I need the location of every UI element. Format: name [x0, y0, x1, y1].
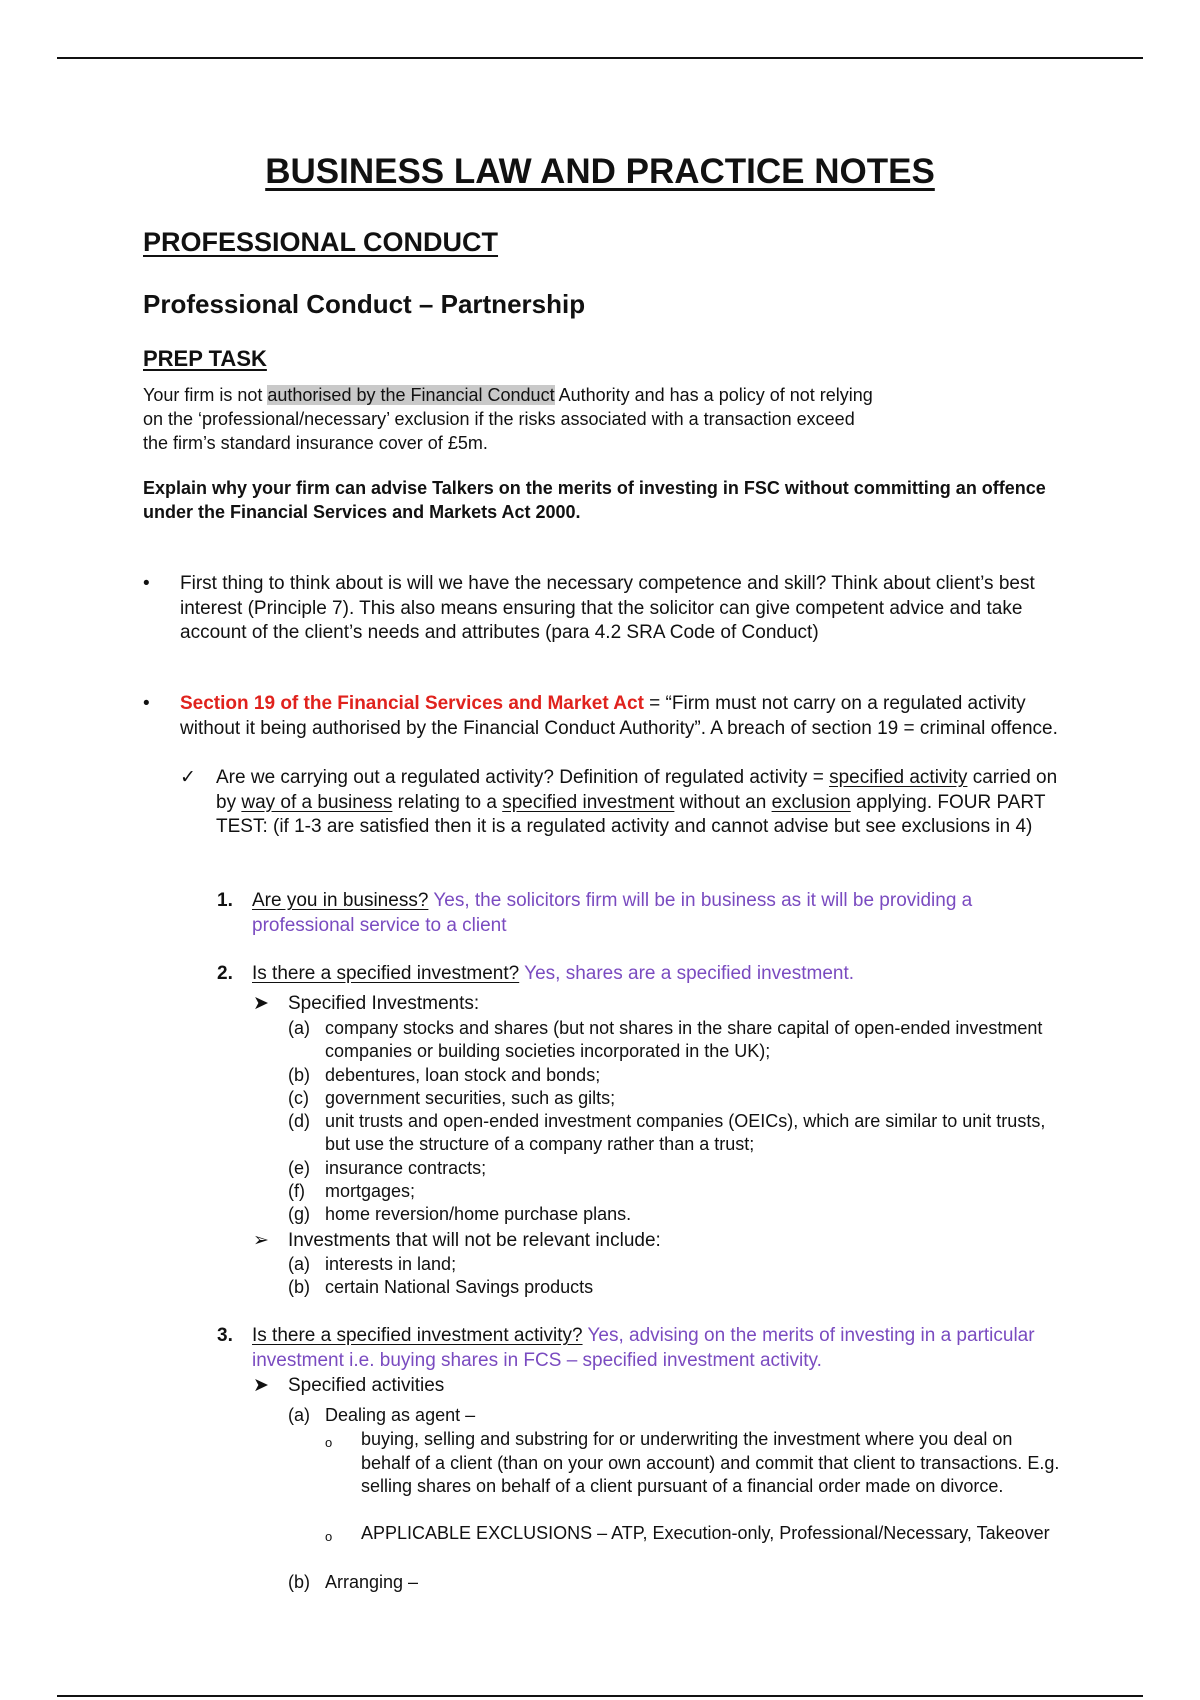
text-run: Are we carrying out a regulated activity? Definition of regulated activity = — [216, 767, 830, 788]
list-text: debentures, loan stock and bonds; — [325, 1064, 601, 1085]
bullet-item-section-19 — [143, 692, 1058, 741]
activity-item-a — [288, 1404, 1058, 1427]
test-item-2 — [217, 962, 1062, 987]
text-run: applying. FOUR PART TEST: (if 1-3 are satisfied then it is a regulated activity and cannot advise but see exclusions in 4) — [216, 791, 1046, 837]
bullet-text: First thing to think about is will we have the necessary competence and skill? Think about client’s best interest (Principle 7). This also means ensuring that the solicitor can give competent advice and take account of the client’s needs and attributes (para 4.2 SRA Code of Conduct) — [180, 573, 1035, 643]
list-item — [288, 1017, 1058, 1064]
item-number: 3. — [217, 1325, 233, 1346]
list-label: (b) — [288, 1277, 310, 1298]
text-run: carried on by — [216, 767, 1058, 813]
list-item — [288, 1276, 1058, 1299]
list-item — [288, 1064, 1058, 1087]
list-label: (a) — [288, 1018, 310, 1038]
test-item-text — [252, 1324, 1062, 1373]
list-text: insurance contracts; — [325, 1157, 487, 1178]
test-item-3 — [217, 1324, 1062, 1373]
bullet-icon: • — [143, 693, 150, 714]
test-answer: Yes, advising on the merits of investing in a particular investment i.e. buying shares in FCS – specified investment activity. — [252, 1325, 1035, 1371]
header-rule — [57, 57, 1143, 59]
list-text: Arranging – — [325, 1572, 419, 1592]
check-text — [216, 766, 1060, 840]
task-question: Explain why your firm can advise Talkers on the merits of investing in FSC without committing an offence under the Financial Services and Markets Act 2000. — [143, 478, 1046, 522]
section-19-reference: Section 19 of the Financial Services and Market Act — [180, 693, 644, 714]
underlined-term: specified activity — [829, 767, 968, 788]
sub-item-text: APPLICABLE EXCLUSIONS – ATP, Execution-only, Professional/Necessary, Takeover — [361, 1523, 1050, 1543]
list-item — [288, 1253, 1058, 1276]
prep-task-heading: PREP TASK — [143, 346, 267, 371]
list-text: home reversion/home purchase plans. — [325, 1204, 632, 1225]
intro-paragraph — [143, 383, 883, 455]
item-number: 2. — [217, 963, 233, 984]
list-item — [288, 1571, 1058, 1594]
circle-bullet-icon: o — [325, 1529, 333, 1544]
text-run: relating to a — [392, 791, 503, 813]
test-answer: Yes, the solicitors firm will be in business as it will be providing a professional service to a client — [252, 890, 973, 936]
arrow-text: Specified Investments: — [288, 993, 480, 1014]
list-text: mortgages; — [325, 1181, 416, 1202]
arrow-icon: ➤ — [253, 1375, 269, 1396]
not-relevant-heading — [253, 1229, 1053, 1253]
arrow-text: Specified activities — [288, 1375, 445, 1396]
sub-item-exclusions — [325, 1522, 1060, 1546]
underlined-term: way of a business — [241, 791, 393, 813]
list-item — [288, 1180, 1058, 1203]
sub-item-text: buying, selling and substring for or underwriting the investment where you deal on behalf of a client (than on your own account) and commit that client to transactions. E.g. selling shares on behalf of a client pursuant of a financial order made on divorce. — [361, 1429, 1060, 1496]
test-answer: Yes, shares are a specified investment. — [519, 963, 855, 984]
list-item — [288, 1087, 1058, 1110]
list-label: (c) — [288, 1087, 309, 1108]
not-relevant-list — [288, 1253, 1058, 1300]
specified-activities-heading — [253, 1374, 1053, 1398]
activity-item-b — [288, 1571, 1058, 1594]
arrow-icon: ➤ — [253, 993, 269, 1014]
check-item-regulated-activity — [180, 766, 1060, 840]
circle-bullet-icon: o — [325, 1435, 333, 1450]
specified-investments-list — [288, 1017, 1058, 1227]
list-item — [288, 1157, 1058, 1180]
list-label: (g) — [288, 1204, 310, 1225]
list-text: Dealing as agent – — [325, 1405, 476, 1425]
list-label: (b) — [288, 1064, 310, 1085]
arrow-text: Investments that will not be relevant include: — [288, 1230, 661, 1251]
subheading: Professional Conduct – Partnership — [143, 289, 586, 319]
test-item-1 — [217, 889, 1062, 938]
list-text: certain National Savings products — [325, 1277, 594, 1298]
list-label: (a) — [288, 1254, 310, 1274]
test-question: Is there a specified investment activity? — [252, 1325, 583, 1346]
list-item — [288, 1110, 1058, 1157]
test-question: Are you in business? — [252, 890, 429, 911]
document-title: BUSINESS LAW AND PRACTICE NOTES — [265, 152, 935, 191]
bullet-icon: • — [143, 573, 150, 594]
list-text: interests in land; — [325, 1254, 457, 1274]
list-text: government securities, such as gilts; — [325, 1087, 616, 1108]
test-item-text — [252, 889, 1062, 938]
list-label: (e) — [288, 1157, 310, 1178]
sub-item-dealing — [325, 1428, 1060, 1499]
test-question: Is there a specified investment? — [252, 963, 520, 984]
list-label: (b) — [288, 1572, 310, 1592]
list-text: unit trusts and open-ended investment companies (OEICs), which are similar to unit trusts, but use the structure of a company rather than a trust; — [325, 1111, 1046, 1155]
intro-after: Authority and has a policy of not relying on the ‘professional/necessary’ exclusion if the risks associated with a transaction exceed the firm’s standard insurance cover of £5m. — [143, 385, 873, 453]
item-number: 1. — [217, 890, 233, 911]
section-19-text: = “Firm must not carry on a regulated activity without it being authorised by the Financial Conduct Authority”. A breach of section 19 = criminal offence. — [180, 693, 1058, 739]
specified-investments-heading — [253, 992, 1053, 1016]
intro-highlight: authorised by the Financial Conduct — [267, 385, 555, 405]
text-run: without an — [674, 791, 772, 813]
bullet-item-competence — [143, 572, 1058, 646]
list-item — [288, 1404, 1058, 1427]
footer-rule — [57, 1695, 1143, 1697]
list-label: (d) — [288, 1111, 310, 1132]
list-label: (a) — [288, 1405, 310, 1425]
underlined-term: exclusion — [771, 791, 851, 813]
list-label: (f) — [288, 1181, 305, 1202]
list-item — [288, 1203, 1058, 1226]
test-item-text — [252, 962, 1062, 987]
intro-before: Your firm is not — [143, 385, 268, 405]
bullet-text — [180, 692, 1058, 741]
list-text: company stocks and shares (but not shares in the share capital of open-ended investment companies or building societies incorporated in the UK); — [325, 1018, 1043, 1062]
section-heading: PROFESSIONAL CONDUCT — [143, 227, 499, 257]
underlined-term: specified investment — [502, 791, 675, 813]
checkmark-icon: ✓ — [180, 767, 196, 788]
arrow-icon: ➢ — [253, 1230, 269, 1251]
